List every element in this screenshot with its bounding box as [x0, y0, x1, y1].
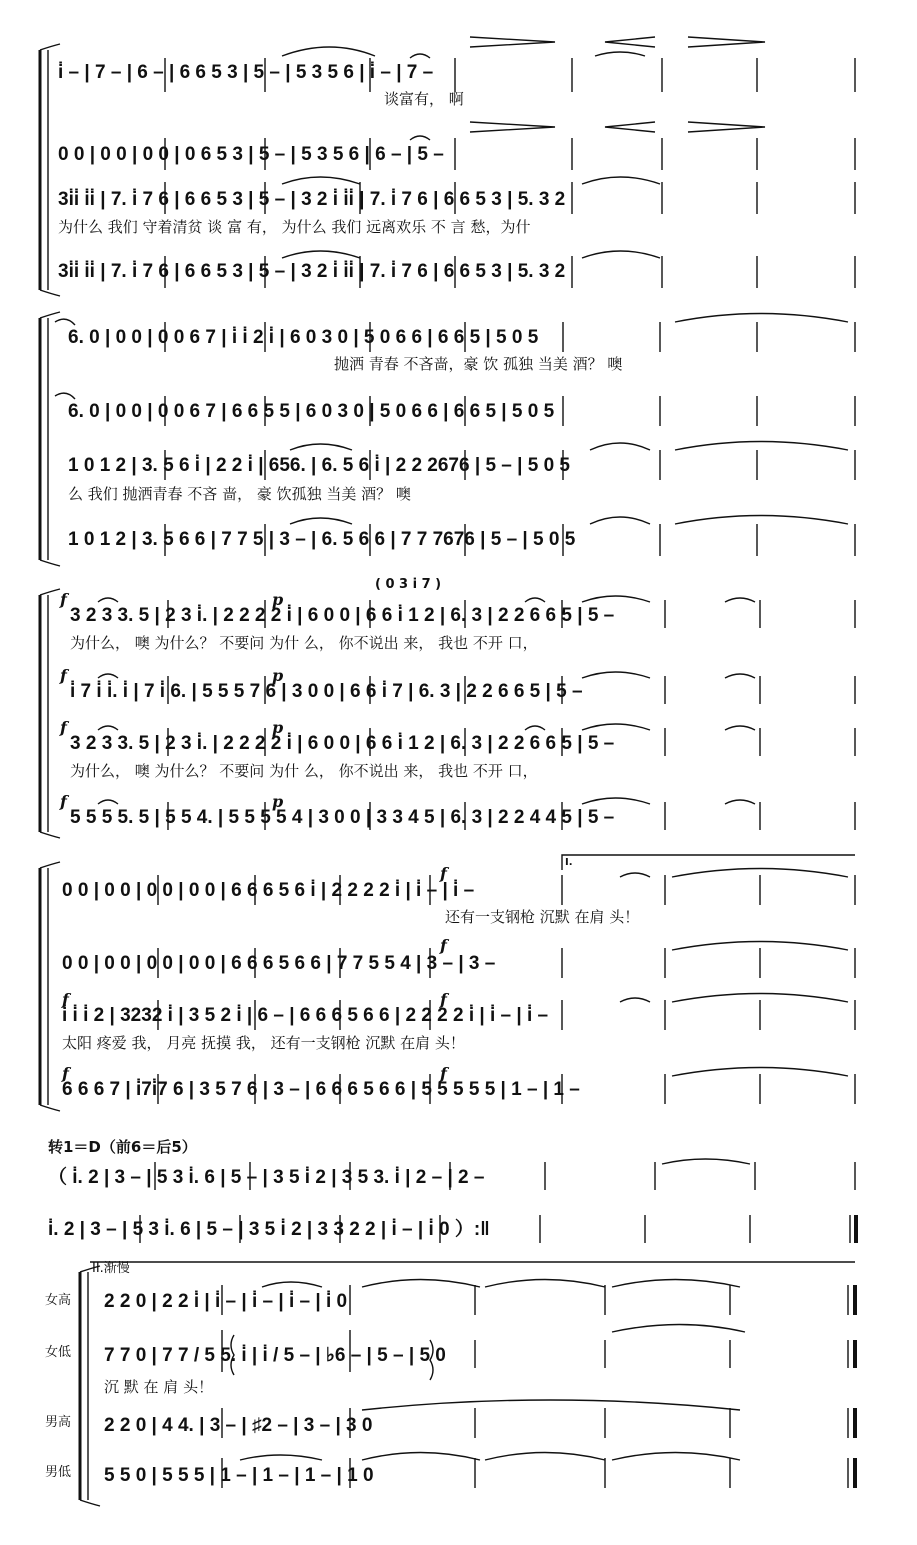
piano-mark: p [272, 666, 284, 685]
forte-mark: f [440, 990, 447, 1009]
piano-mark: p [272, 718, 284, 737]
s1-lyric-mid: 为什么 我们 守着清贫 谈 富 有， 为什么 我们 远离欢乐 不 言 愁，为什 [58, 218, 531, 236]
s5-row2-notes: 7 7 0 | 7 7 / 5 5. i̇ | i̇ / 5 – | ♭6 – | 5 – | 5 0 [104, 1345, 446, 1366]
s4-row2-notes: 0 0 | 0 0 | 0 0 | 0 0 | 6 6 6 5 6 6 | 7 7 5 5 4 | 3 – | 3 – [62, 953, 496, 974]
s3-row3-notes: 3 2 3 3. 5 | 2 3 i̇. | 2 2 2 2 i̇ | 6 0 0 | 6 6 i̇ 1 2 | 6. 3 | 2 2 6 6 5 | 5 – [70, 733, 615, 754]
s3-row1-notes: 3 2 3 3. 5 | 2 3 i̇. | 2 2 2 2 i̇ | 6 0 0 | 6 6 i̇ 1 2 | 6. 3 | 2 2 6 6 5 | 5 – [70, 605, 615, 626]
volta-2-label: II.渐慢 [92, 1261, 130, 1276]
forte-mark: f [60, 792, 67, 811]
piano-mark: p [272, 792, 284, 811]
s5-row1-notes: 2 2 0 | 2 2 i̇ | i̇ – | i̇ – | i̇ – | i̇ 0 [104, 1291, 348, 1312]
forte-mark: f [60, 666, 67, 685]
s4-lyric-top: 还有一支钢枪 沉默 在肩 头！ [445, 908, 640, 926]
forte-mark: f [440, 936, 447, 955]
interlude-row1-notes: （ i̇. 2 | 3 – | 5 3 i̇. 6 | 5 – | 3 5 i̇ 2 | 3 5 3. i̇ | 2 – | 2 – [48, 1167, 485, 1188]
s3-row4-notes: 5 5 5 5. 5 | 5 5 4. | 5 5 5 5 4 | 3 0 0 | 3 3 4 5 | 6. 3 | 2 2 4 4 5 | 5 – [70, 807, 615, 828]
part-label-tenor: 男高 [45, 1415, 72, 1430]
s2-row1-notes: 6. 0 | 0 0 | 0 0 6 7 | i̇ i̇ 2 i̇ | 6 0 3 0 | 5 0 6 6 | 6 6 5 | 5 0 5 [68, 327, 539, 348]
forte-mark: f [62, 990, 69, 1009]
s2-row2-notes: 6. 0 | 0 0 | 0 0 6 7 | 6 6 5 5 | 6 0 3 0 | 5 0 6 6 | 6 6 5 | 5 0 5 [68, 401, 555, 422]
s3-row2-notes: i̇ 7 i̇ i̇. i̇ | 7 i̇ 6. | 5 5 5 7 6 | 3 0 0 | 6 6 i̇ 7 | 6. 3 | 2 2 6 6 5 | 5 – [70, 681, 583, 702]
part-label-alto: 女低 [45, 1345, 72, 1360]
s1-row2-notes: 0 0 | 0 0 | 0 0 | 0 6 5 3 | 5 – | 5 3 5 6 | 6 – | 5 – [58, 144, 444, 165]
forte-mark: f [60, 718, 67, 737]
s1-row1-notes: i̇ – | 7 – | 6 – | 6 6 5 3 | 5 – | 5 3 5 6 | i̇ – | 7 – [58, 62, 434, 83]
s5-row4-notes: 5 5 0 | 5 5 5 | 1 – | 1 – | 1 – | 1 0 [104, 1465, 374, 1486]
s2-row4-notes: 1 0 1 2 | 3. 5 6 6 | 7 7 5 | 3 – | 6. 5 6 6 | 7 7 7676 | 5 – | 5 0 5 [68, 529, 576, 550]
volta-1-label: I. [565, 857, 573, 868]
s2-lyric-top: 抛洒 青春 不吝啬，豪 饮 孤独 当美 酒？ 噢 [334, 355, 623, 373]
s5-row3-notes: 2 2 0 | 4 4. | 3 – | ♯2 – | 3 – | 3 0 [104, 1415, 373, 1436]
s3-lyric-mid: 为什么， 噢 为什么？ 不要问 为什 么， 你不说出 来， 我也 不开 口， [70, 762, 538, 780]
forte-mark: f [440, 1064, 447, 1083]
s4-row3-notes: i̇ i̇ i̇ 2 | 3232 i̇ | 3 5 2 i̇ | 6 – | 6 6 6 5 6 6 | 2 2 2 2 i̇ | i̇ – | i̇ – [62, 1005, 549, 1026]
s1-lyric-top: 谈富有， 啊 [384, 90, 464, 108]
part-label-bass: 男低 [45, 1465, 72, 1480]
interlude-row2-notes: i̇. 2 | 3 – | 5 3 i̇. 6 | 5 – | 3 5 i̇ 2 | 3 3 2 2 | i̇ – | i̇ 0 ）:‖ [48, 1219, 490, 1240]
s4-row1-notes: 0 0 | 0 0 | 0 0 | 0 0 | 6 6 6 5 6 i̇ | 2 2 2 2 i̇ | i̇ – | i̇ – [62, 880, 475, 901]
forte-mark: f [60, 590, 67, 609]
forte-mark: f [440, 864, 447, 883]
s1-row4-notes: 3i̇i̇ i̇i̇ | 7. i̇ 7 6 | 6 6 5 3 | 5 – | 3 2 i̇ i̇i̇ | 7. i̇ 7 6 | 6 6 5 3 | 5. 3 2 [58, 261, 566, 282]
s5-lyric: 沉 默 在 肩 头！ [104, 1378, 214, 1396]
s4-lyric-mid: 太阳 疼爱 我， 月亮 抚摸 我， 还有一支钢枪 沉默 在肩 头！ [62, 1034, 465, 1052]
s3-paren-notes: ( 0 3 i̇ 7 ) [375, 577, 442, 592]
s2-row3-notes: 1 0 1 2 | 3. 5 6 i̇ | 2 2 i̇ | 656. | 6. 5 6 i̇ | 2 2 2676 | 5 – | 5 0 5 [68, 455, 570, 476]
forte-mark: f [62, 1064, 69, 1083]
s2-lyric-mid: 么 我们 抛洒青春 不吝 啬， 豪 饮孤独 当美 酒？ 噢 [68, 485, 411, 503]
s1-row3-notes: 3i̇i̇ i̇i̇ | 7. i̇ 7 6 | 6 6 5 3 | 5 – | 3 2 i̇ i̇i̇ | 7. i̇ 7 6 | 6 6 5 3 | 5. 3 2 [58, 189, 566, 210]
key-change-label: 转1＝D（前6＝后5） [48, 1138, 197, 1156]
part-label-soprano: 女高 [45, 1293, 72, 1308]
s4-row4-notes: 6 6 6 7 | i̇7i̇7 6 | 3 5 7 6 | 3 – | 6 6 6 5 6 6 | 5 5 5 5 5 | 1 – | 1 – [62, 1079, 580, 1100]
piano-mark: p [272, 590, 284, 609]
s3-lyric-top: 为什么， 噢 为什么？ 不要问 为什 么， 你不说出 来， 我也 不开 口， [70, 634, 538, 652]
